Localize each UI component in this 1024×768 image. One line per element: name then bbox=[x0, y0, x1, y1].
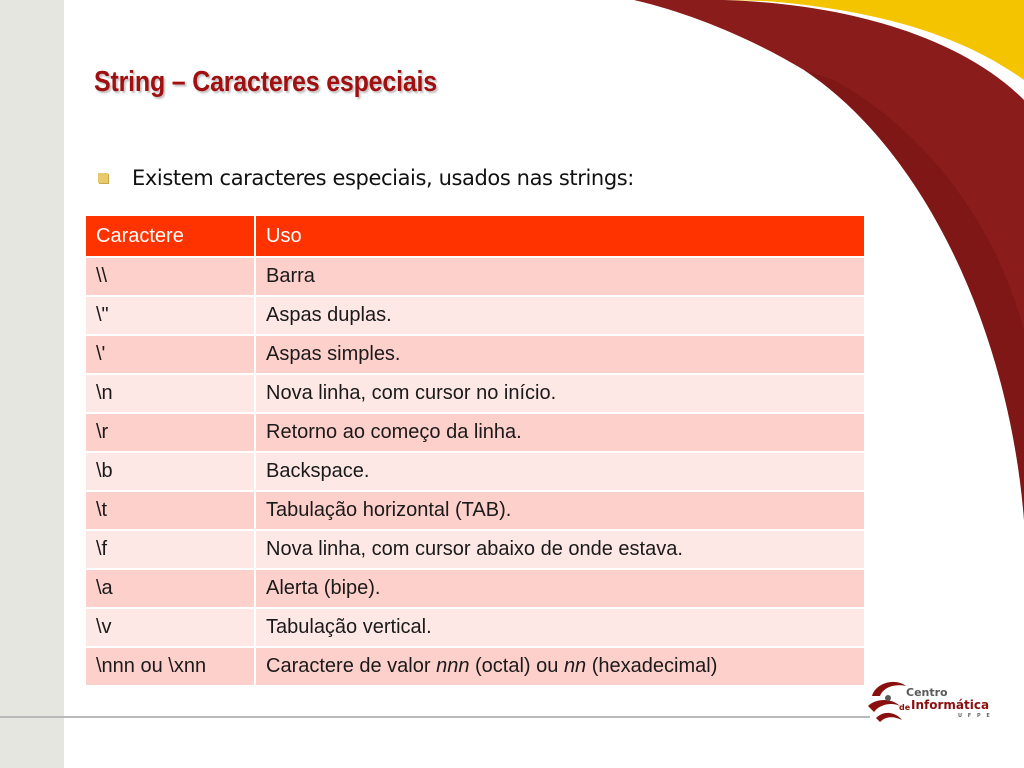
uso-emphasis-octal: nnn bbox=[436, 655, 470, 677]
table-header-row bbox=[85, 215, 865, 257]
char-cell: \t bbox=[85, 491, 255, 530]
bullet-square-icon bbox=[98, 173, 108, 183]
special-characters-table bbox=[84, 214, 866, 687]
uso-cell: Nova linha, com cursor no início. bbox=[255, 374, 865, 413]
char-cell: \\ bbox=[85, 257, 255, 296]
table-row bbox=[85, 452, 865, 491]
logo-swirl-icon bbox=[866, 676, 912, 724]
uso-emphasis-hex: nn bbox=[563, 655, 587, 677]
uso-cell: Barra bbox=[255, 257, 865, 296]
char-cell: \b bbox=[85, 452, 255, 491]
table-row bbox=[85, 374, 865, 413]
table-row bbox=[85, 413, 865, 452]
logo-text-informatica: Informática bbox=[911, 698, 990, 712]
char-cell: \n bbox=[85, 374, 255, 413]
uso-cell: Nova linha, com cursor abaixo de onde estava. bbox=[255, 530, 865, 569]
uso-cell bbox=[255, 647, 865, 686]
logo-text-centro: Centro bbox=[906, 686, 948, 699]
char-cell: \nnn ou \xnn bbox=[85, 647, 255, 686]
table-row bbox=[85, 608, 865, 647]
char-cell: \v bbox=[85, 608, 255, 647]
header-uso: Uso bbox=[255, 215, 865, 257]
table-row bbox=[85, 257, 865, 296]
table-row bbox=[85, 530, 865, 569]
uso-text: Caractere de valor bbox=[266, 655, 437, 677]
table-row bbox=[85, 491, 865, 530]
header-caractere: Caractere bbox=[85, 215, 255, 257]
bullet-item bbox=[98, 166, 634, 190]
table-row bbox=[85, 647, 865, 686]
logo-text-de: de bbox=[899, 703, 911, 712]
table-row bbox=[85, 335, 865, 374]
centro-de-informatica-logo bbox=[866, 676, 996, 724]
char-cell: \r bbox=[85, 413, 255, 452]
left-band bbox=[0, 0, 64, 768]
uso-cell: Backspace. bbox=[255, 452, 865, 491]
uso-cell: Tabulação horizontal (TAB). bbox=[255, 491, 865, 530]
uso-cell: Tabulação vertical. bbox=[255, 608, 865, 647]
uso-text: (hexadecimal) bbox=[586, 655, 718, 677]
uso-cell: Alerta (bipe). bbox=[255, 569, 865, 608]
char-cell: \a bbox=[85, 569, 255, 608]
uso-cell: Aspas simples. bbox=[255, 335, 865, 374]
char-cell: \f bbox=[85, 530, 255, 569]
table-row bbox=[85, 296, 865, 335]
char-cell: \" bbox=[85, 296, 255, 335]
logo-text-ufpe: U F P E bbox=[958, 713, 992, 719]
uso-cell: Retorno ao começo da linha. bbox=[255, 413, 865, 452]
uso-cell: Aspas duplas. bbox=[255, 296, 865, 335]
char-cell: \' bbox=[85, 335, 255, 374]
uso-text: (octal) ou bbox=[469, 655, 564, 677]
table-row bbox=[85, 569, 865, 608]
bullet-text: Existem caracteres especiais, usados nas strings: bbox=[132, 166, 634, 190]
footer-divider bbox=[0, 716, 870, 718]
slide-title: String – Caracteres especiais bbox=[94, 66, 437, 98]
